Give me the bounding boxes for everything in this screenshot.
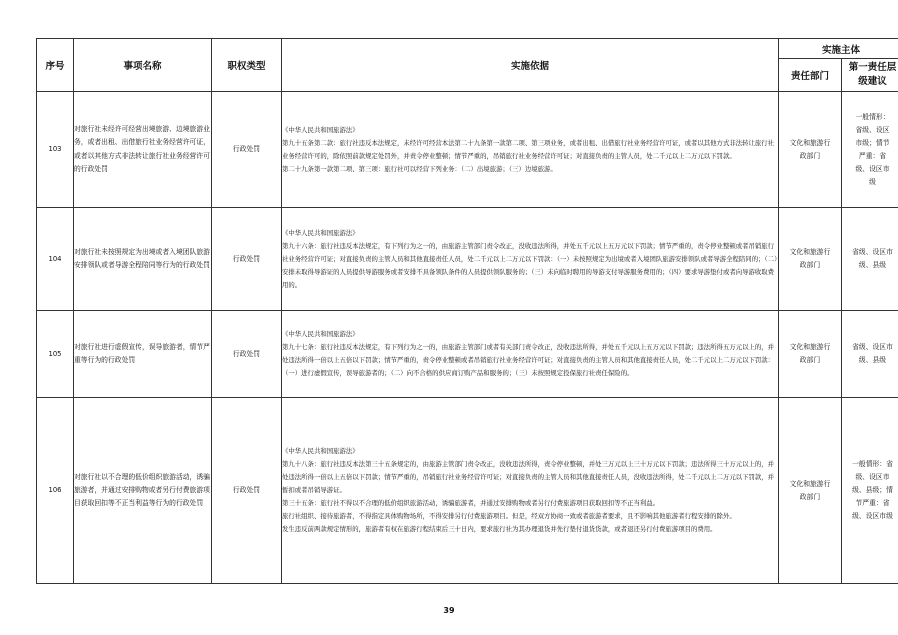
header-level: 第一责任层级建议	[842, 59, 898, 92]
header-type: 职权类型	[212, 39, 282, 92]
header-seq: 序号	[37, 39, 74, 92]
row-dept: 文化和旅游行政部门	[779, 398, 842, 584]
basis-paragraph: 《中华人民共和国旅游法》	[282, 125, 359, 134]
table-row	[37, 92, 898, 208]
basis-paragraph: 第三十五条：旅行社不得以不合理的低价组织旅游活动，诱骗旅游者，并通过安排购物或者另行付费旅游项目获取回扣等不正当利益。	[282, 499, 660, 507]
row-level: 省级、设区市级、县级	[842, 208, 898, 311]
row-dept: 文化和旅游行政部门	[779, 208, 842, 311]
header-item: 事项名称	[74, 39, 212, 92]
row-dept: 文化和旅游行政部门	[779, 92, 842, 208]
header-dept: 责任部门	[779, 59, 842, 92]
basis-paragraph: 《中华人民共和国旅游法》	[282, 228, 359, 237]
row-dept: 文化和旅游行政部门	[779, 311, 842, 398]
row-level: 省级、设区市级、县级	[842, 311, 898, 398]
row-seq: 105	[37, 311, 74, 398]
basis-paragraph: 第九十六条：旅行社违反本法规定，有下列行为之一的，由旅游主管部门责令改正，没收违法所得，并处五千元以上五万元以下罚款；情节严重的，责令停业整顿或者吊销旅行社业务经营许可证；对直接负责的主管人员和其他直接责任人员，处二千元以上二万元以下罚款：（一）未按照规定为出境或者入境团队旅游安排领队或者导游全程陪同的；（二）安排未取得导游证的人员提供导游服务或者安排不具备领队条件的人员提供领队服务的；（三）未向临时聘用的导游支付导游服务费用的；（四）要求导游垫付或者向导游收取费用的。	[282, 241, 778, 289]
table-row	[37, 208, 898, 311]
basis-paragraph: 旅行社组织、接待旅游者，不得指定具体购物场所，不得安排另行付费旅游项目。但是，经双方协商一致或者旅游者要求，且不影响其他旅游者行程安排的除外。	[282, 512, 736, 520]
table-row	[37, 311, 898, 398]
row-item-name: 对旅行社未按照规定为出境或者入境团队旅游安排领队或者导游全程陪同等行为的行政处罚	[74, 208, 212, 311]
table-row	[37, 398, 898, 584]
row-level: 一般情形：省级、设区市级；情节严重：省级、设区市级	[842, 92, 898, 208]
row-seq: 104	[37, 208, 74, 311]
basis-paragraph: 第二十九条第一款第二项、第三项：旅行社可以经营下列业务：（二）出境旅游；（三）边境旅游。	[282, 164, 557, 173]
row-type: 行政处罚	[212, 92, 282, 208]
row-basis	[282, 398, 779, 584]
row-basis	[282, 208, 779, 311]
header-subject: 实施主体	[779, 39, 898, 59]
row-seq: 106	[37, 398, 74, 584]
row-basis	[282, 311, 779, 398]
basis-paragraph: 第九十五条第二款：旅行社违反本法规定，未经许可经营本法第二十九条第一款第二项、第三项业务，或者出租、出借旅行社业务经营许可证，或者以其他方式非法转让旅行社业务经营许可的，除依照前款规定处罚外，并责令停业整顿；情节严重的，吊销旅行社业务经营许可证；对直接负责的主管人员，处二千元以上二万元以下罚款。	[282, 138, 775, 160]
page-number: 39	[443, 606, 455, 615]
powers-table	[36, 38, 898, 584]
row-item-name: 对旅行社未经许可经营出境旅游、边境旅游业务，或者出租、出借旅行社业务经营许可证，或者以其他方式非法转让旅行社业务经营许可的行政处罚	[74, 92, 212, 208]
row-item-name: 对旅行社以不合理的低价组织旅游活动，诱骗旅游者，并通过安排购物或者另行付费旅游项目获取回扣等不正当利益等行为的行政处罚	[74, 398, 212, 584]
row-type: 行政处罚	[212, 398, 282, 584]
header-basis: 实施依据	[282, 39, 779, 92]
basis-paragraph: 《中华人民共和国旅游法》	[282, 330, 359, 338]
row-level: 一般情形：省级、设区市级、县级；情节严重：省级、设区市级	[842, 398, 898, 584]
row-type: 行政处罚	[212, 208, 282, 311]
basis-paragraph: 《中华人民共和国旅游法》	[282, 447, 359, 455]
row-basis	[282, 92, 779, 208]
row-type: 行政处罚	[212, 311, 282, 398]
row-seq: 103	[37, 92, 74, 208]
basis-paragraph: 第九十八条：旅行社违反本法第三十五条规定的，由旅游主管部门责令改正，没收违法所得，责令停业整顿，并处三万元以上三十万元以下罚款；违法所得三十万元以上的，并处违法所得一倍以上五倍以下罚款；情节严重的，吊销旅行社业务经营许可证；对直接负责的主管人员和其他直接责任人员，没收违法所得，处二千元以上二万元以下罚款，并暂扣或者吊销导游证。	[282, 460, 775, 494]
basis-paragraph: 发生违反前两款规定情形的，旅游者有权在旅游行程结束后三十日内，要求旅行社为其办理退货并先行垫付退货货款，或者退还另行付费旅游项目的费用。	[282, 525, 717, 533]
row-item-name: 对旅行社进行虚假宣传，误导旅游者，情节严重等行为的行政处罚	[74, 311, 212, 398]
basis-paragraph: 第九十七条：旅行社违反本法规定，有下列行为之一的，由旅游主管部门或者有关部门责令改正，没收违法所得，并处五千元以上五万元以下罚款；违法所得五万元以上的，并处违法所得一倍以上五倍以下罚款；情节严重的，责令停业整顿或者吊销旅行社业务经营许可证；对直接负责的主管人员和其他直接责任人员，处二千元以上二万元以下罚款：（一）进行虚假宣传，误导旅游者的；（二）向不合格的供应商订购产品和服务的；（三）未按照规定投保旅行社责任保险的。	[282, 343, 775, 377]
